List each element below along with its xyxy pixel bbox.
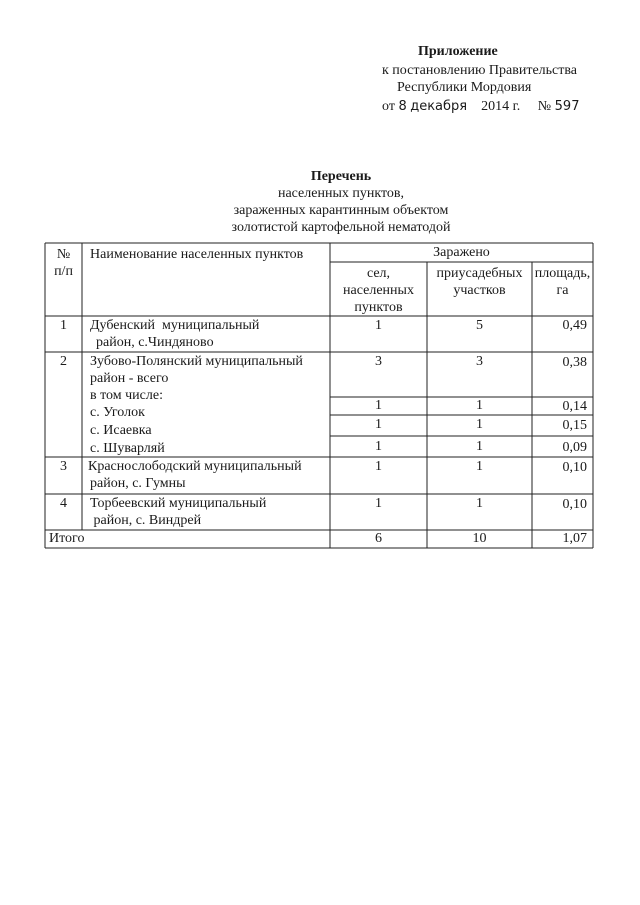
row-1-name-2: район, с.Чиндяново (96, 335, 214, 350)
row-2-num: 2 (60, 354, 67, 369)
subrow-shuvarlyay-name: с. Шуварляй (90, 441, 165, 456)
row-3-area: 0,10 (562, 460, 587, 475)
total-villages: 6 (375, 531, 382, 546)
subrow-shuvarlyay-villages: 1 (375, 439, 382, 454)
row-4-villages: 1 (375, 496, 382, 511)
document-number: 597 (554, 99, 580, 114)
subrow-isaevka-plots: 1 (476, 417, 483, 432)
subrow-isaevka-villages: 1 (375, 417, 382, 432)
date-month: декабря (410, 99, 468, 114)
row-4-name-1: Торбеевский муниципальный (90, 496, 267, 511)
row-4-area: 0,10 (562, 497, 587, 512)
subrow-isaevka-area: 0,15 (562, 418, 587, 433)
header-plots-2: участков (453, 283, 506, 298)
header-villages-2: населенных (343, 283, 414, 298)
subrow-ugolok-villages: 1 (375, 398, 382, 413)
total-label: Итого (49, 531, 85, 546)
row-3-name-1: Краснослободский муниципальный (88, 459, 302, 474)
subrow-ugolok-plots: 1 (476, 398, 483, 413)
row-1-plots: 5 (476, 318, 483, 333)
row-2-name-2: район - всего (90, 371, 169, 386)
row-1-num: 1 (60, 318, 67, 333)
total-plots: 10 (472, 531, 487, 546)
appendix-line-1: к постановлению Правительства (382, 63, 578, 78)
list-subtitle-3: золотистой картофельной нематодой (231, 220, 451, 235)
total-area: 1,07 (562, 531, 587, 546)
number-sign: № (537, 99, 552, 114)
date-year: 2014 г. (481, 99, 521, 114)
row-2-name-3: в том числе: (90, 388, 163, 403)
header-villages-3: пунктов (354, 300, 403, 315)
subrow-ugolok-area: 0,14 (562, 399, 587, 414)
row-3-villages: 1 (375, 459, 382, 474)
appendix-title: Приложение (418, 44, 498, 59)
header-area-2: га (556, 283, 569, 298)
header-villages-1: сел, (366, 266, 391, 281)
header-num-2: п/п (54, 264, 73, 279)
subrow-isaevka-name: с. Исаевка (90, 423, 152, 438)
appendix-line-2: Республики Мордовия (397, 80, 532, 95)
row-1-area: 0,49 (562, 318, 587, 333)
date-prefix: от (382, 99, 395, 114)
header-plots-1: приусадебных (436, 266, 523, 281)
header-name: Наименование населенных пунктов (90, 247, 304, 262)
row-4-num: 4 (60, 496, 67, 511)
row-3-num: 3 (60, 459, 67, 474)
row-1-name-1: Дубенский муниципальный (90, 318, 260, 333)
subrow-ugolok-name: с. Уголок (90, 405, 145, 420)
row-1-villages: 1 (375, 318, 382, 333)
list-title: Перечень (310, 169, 372, 184)
row-3-plots: 1 (476, 459, 483, 474)
row-4-plots: 1 (476, 496, 483, 511)
row-2-area: 0,38 (562, 355, 587, 370)
row-2-plots: 3 (476, 354, 483, 369)
date-day: 8 (398, 99, 407, 114)
row-2-name-1: Зубово-Полянский муниципальный (90, 354, 303, 369)
list-subtitle-1: населенных пунктов, (277, 186, 405, 201)
header-area-1: площадь, (534, 266, 591, 281)
row-4-name-2: район, с. Виндрей (90, 513, 202, 528)
header-num-1: № (56, 247, 71, 262)
row-3-name-2: район, с. Гумны (90, 476, 186, 491)
subrow-shuvarlyay-plots: 1 (476, 439, 483, 454)
header-infected: Заражено (433, 245, 490, 260)
subrow-shuvarlyay-area: 0,09 (562, 440, 587, 455)
row-2-villages: 3 (375, 354, 382, 369)
list-subtitle-2: зараженных карантинным объектом (233, 203, 449, 218)
